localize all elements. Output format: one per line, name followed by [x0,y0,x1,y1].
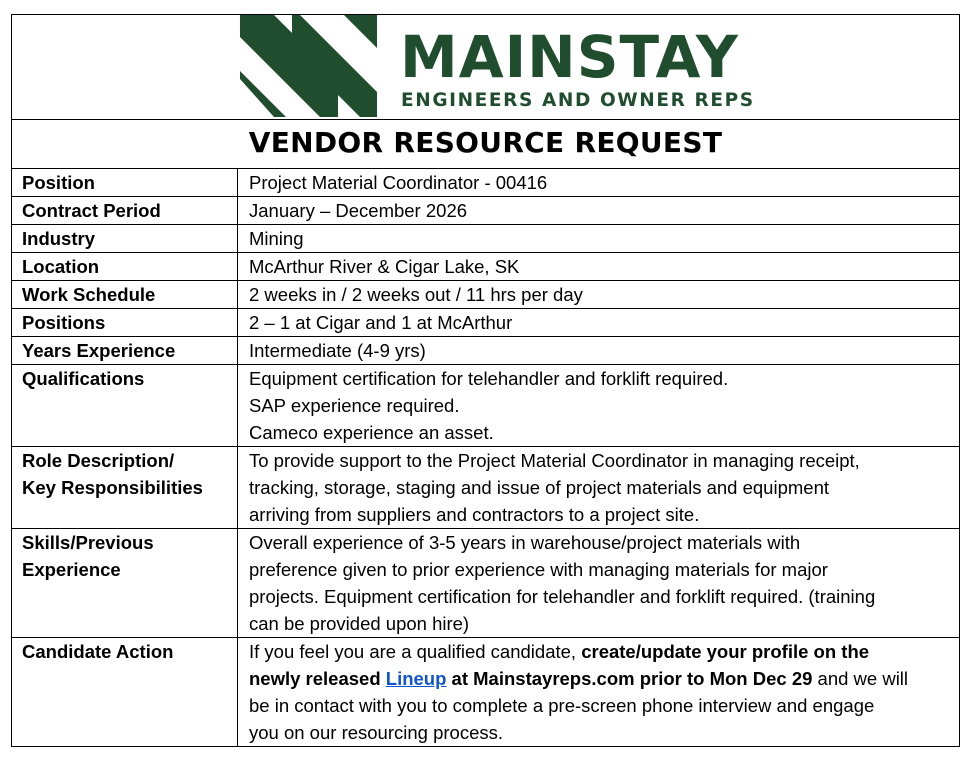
lineup-link[interactable]: Lineup [385,668,447,689]
label-line: Role Description/ [22,450,175,471]
row-value [238,529,960,638]
row-value: Project Material Coordinator - 00416 [249,172,548,193]
brand-name: MAINSTAY [400,23,739,91]
table-row-contract-period [12,197,959,225]
row-label: Contract Period [12,197,238,225]
table-row-industry [12,225,959,253]
row-value [238,638,960,747]
value-line: Cameco experience an asset. [249,422,494,443]
table-row-qualifications [12,365,959,447]
row-value: 2 weeks in / 2 weeks out / 11 hrs per day [238,281,960,309]
value-line: tracking, storage, staging and issue of project materials and equipment [249,477,829,498]
label-line: Skills/Previous [22,532,154,553]
plain-text: If you feel you are a qualified candidate, [249,641,582,662]
row-value: McArthur River & Cigar Lake, SK [238,253,960,281]
value-line: be in contact with you to complete a pre-screen phone interview and engage [249,695,875,716]
row-label: Industry [12,225,238,253]
value-line [249,638,949,665]
row-value: January – December 2026 [238,197,960,225]
table-row-candidate-action [12,638,959,747]
value-line: SAP experience required. [249,395,460,416]
vendor-request-document [11,14,960,747]
bold-text: create/update your profile on the [581,641,870,662]
request-details-table [12,169,959,746]
row-value: Intermediate (4-9 yrs) [238,337,960,365]
value-line [249,665,949,692]
plain-text: and we will [812,668,909,689]
value-line: Overall experience of 3-5 years in warehouse/project materials with [249,532,801,553]
table-row-role-description [12,447,959,529]
value-line: To provide support to the Project Material Coordinator in managing receipt, [249,450,860,471]
mainstay-chevron-logo-icon [240,15,377,117]
row-label: Years Experience [12,337,238,365]
value-line: projects. Equipment certification for telehandler and forklift required. (training [249,586,876,607]
row-label: Location [12,253,238,281]
value-line: preference given to prior experience with managing materials for major [249,559,828,580]
row-label: Position [12,169,238,197]
label-line: Experience [22,559,121,580]
row-value [238,365,960,447]
row-label: Candidate Action [12,638,238,747]
table-row-position [12,169,959,197]
table-row-location [12,253,959,281]
row-value: 2 – 1 at Cigar and 1 at McArthur [238,309,960,337]
row-label: Qualifications [12,365,238,447]
value-line: Equipment certification for telehandler and forklift required. [249,368,729,389]
row-label [12,447,238,529]
brand-tagline: ENGINEERS AND OWNER REPS [401,90,755,111]
bold-text: at Mainstayreps.com prior to Mon Dec 29 [446,668,813,689]
table-row-positions [12,309,959,337]
row-label [12,529,238,638]
row-value: Mining [238,225,960,253]
bold-text: newly released [249,668,386,689]
label-line: Key Responsibilities [22,477,203,498]
document-title: VENDOR RESOURCE REQUEST [12,120,959,169]
value-line: you on our resourcing process. [249,722,503,743]
row-label: Work Schedule [12,281,238,309]
table-row-work-schedule [12,281,959,309]
row-label: Positions [12,309,238,337]
logo-header [12,15,959,120]
table-row-skills [12,529,959,638]
value-line: arriving from suppliers and contractors to a project site. [249,504,700,525]
value-line: can be provided upon hire) [249,613,470,634]
table-row-years-experience [12,337,959,365]
row-value [238,447,960,529]
